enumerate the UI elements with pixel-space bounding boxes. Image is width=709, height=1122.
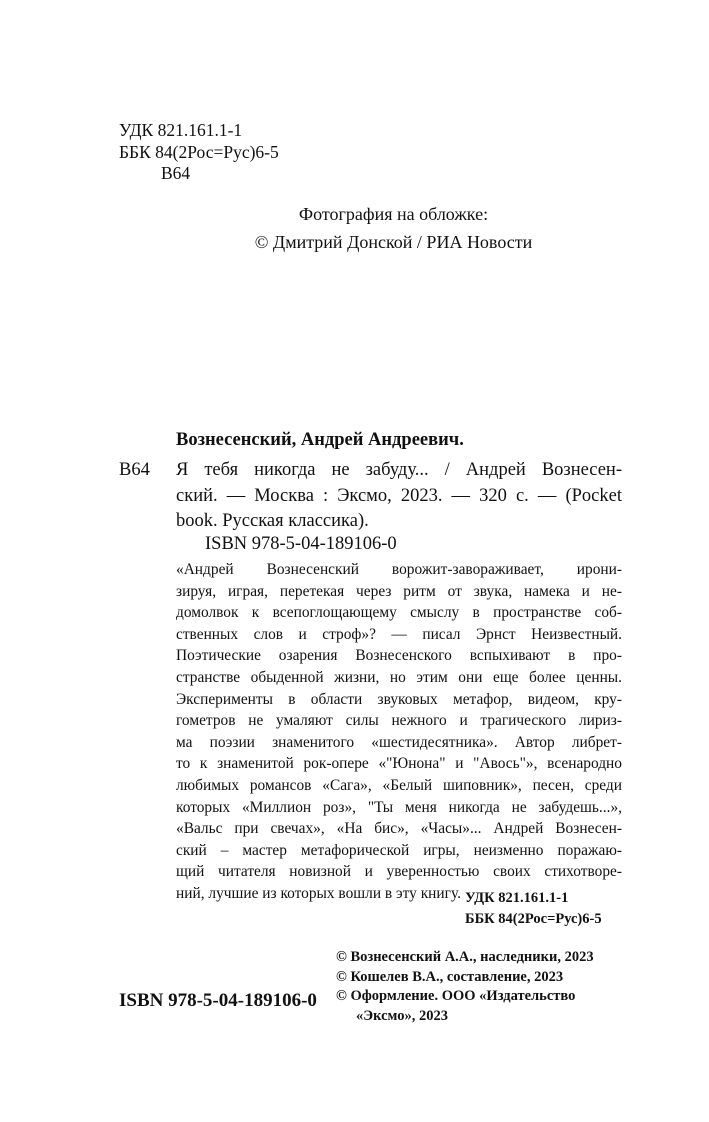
copyright-line: © Кошелев В.А., составление, 2023 <box>336 968 564 985</box>
annotation-line: щий читателя новизной и уверенностью своих стихотворе- <box>176 863 622 881</box>
annotation-line: «Вальс при свечах», «На бис», «Часы»... Андрей Вознесен- <box>176 820 622 838</box>
annotation-line: ний, лучшие из которых вошли в эту книгу. <box>176 884 461 902</box>
annotation-line: то к знаменитой рок-опере «"Юнона" и "Авось"», всенародно <box>176 755 622 773</box>
bbk-code-bottom: ББК 84(2Рос=Рус)6-5 <box>465 911 602 927</box>
bibliographic-description <box>176 458 622 535</box>
annotation-line: странстве обыденной жизни, но этим они еще более ценны. <box>176 668 622 686</box>
record-isbn: ISBN 978-5-04-189106-0 <box>205 534 397 554</box>
isbn-bottom: ISBN 978-5-04-189106-0 <box>119 990 317 1011</box>
udk-code: УДК 821.161.1-1 <box>119 120 243 140</box>
udk-code-bottom: УДК 821.161.1-1 <box>465 890 569 906</box>
description-line: Я тебя никогда не забуду... / Андрей Вознесен- <box>176 460 622 480</box>
photo-credit-label: Фотография на обложке: <box>298 204 489 224</box>
annotation-line: которых «Миллион роз», "Ты меня никогда не забудешь...», <box>176 798 622 816</box>
annotation-line: ственных слов и строф»? — писал Эрнст Неизвестный. <box>176 625 622 643</box>
annotation-line: гометров не умаляют силы нежного и трагического лириз- <box>176 712 622 730</box>
author-mark: В64 <box>161 163 191 183</box>
author-heading: Вознесенский, Андрей Андреевич. <box>176 430 464 450</box>
description-line: ский. — Москва : Эксмо, 2023. — 320 с. — (Pocket <box>176 485 622 506</box>
annotation-line: ма поэзии знаменитого «шестидесятника». Автор либрет- <box>176 733 622 751</box>
classification-top <box>119 120 279 185</box>
classification-bottom <box>465 888 602 930</box>
copyright-line: «Эксмо», 2023 <box>356 1007 448 1024</box>
photo-credit <box>150 200 637 256</box>
copyright-block <box>336 948 594 1026</box>
copyright-line: © Вознесенский А.А., наследники, 2023 <box>336 949 594 965</box>
photo-credit-name: © Дмитрий Донской / РИА Новости <box>254 232 533 252</box>
annotation-line: «Андрей Вознесенский ворожит-завораживает, ирони- <box>176 561 622 578</box>
annotation-line: ский – мастер метафорической игры, неизменно поражаю- <box>176 841 622 859</box>
record-author-mark: В64 <box>119 460 150 480</box>
annotation-line: домолвок к всепоглощающему смыслу в пространстве соб- <box>176 604 622 622</box>
annotation-line: любимых романсов «Сага», «Белый шиповник», песен, среди <box>176 776 622 794</box>
description-line: book. Русская классика). <box>176 511 369 531</box>
annotation <box>176 559 622 905</box>
bbk-code: ББК 84(2Рос=Рус)6-5 <box>119 141 279 162</box>
annotation-line: зируя, играя, перетекая через ритм от звука, намека и не- <box>176 582 622 600</box>
annotation-line: Эксперименты в области звуковых метафор, видеом, кру- <box>176 690 622 708</box>
annotation-line: Поэтические озарения Вознесенского вспыхивают в про- <box>176 647 622 665</box>
copyright-line: © Оформление. ООО «Издательство <box>336 988 576 1004</box>
